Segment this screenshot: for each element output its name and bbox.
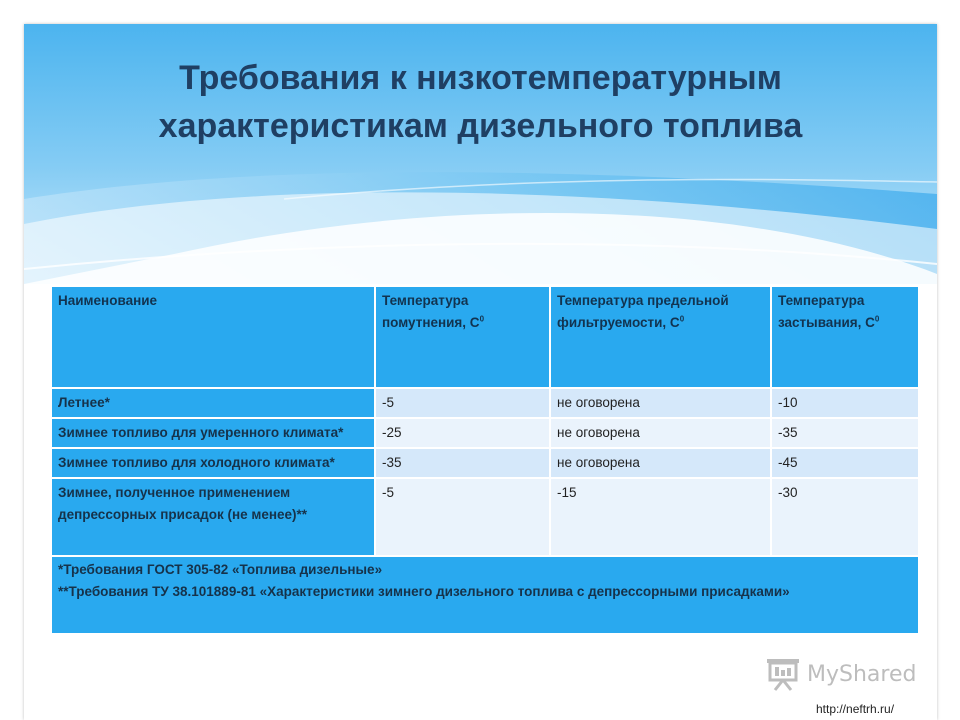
header-superscript: 0	[679, 314, 685, 324]
table-row	[51, 448, 919, 478]
header-superscript: 0	[874, 314, 880, 324]
presentation-icon	[765, 657, 801, 691]
cloud-value: -5	[375, 388, 550, 418]
filter-value: не оговорена	[550, 448, 771, 478]
footnotes	[51, 556, 919, 634]
header-name: Наименование	[51, 286, 375, 388]
cloud-value: -5	[375, 478, 550, 556]
header-superscript: 0	[479, 314, 485, 324]
footnote-tu: **Требования ТУ 38.101889-81 «Характеристики зимнего дизельного топлива с депрессорными присадками»	[58, 584, 790, 599]
row-name: Летнее*	[51, 388, 375, 418]
table-row	[51, 388, 919, 418]
filter-value: -15	[550, 478, 771, 556]
slide-title	[24, 54, 937, 150]
table-row	[51, 418, 919, 448]
myshared-logo	[765, 656, 916, 692]
pour-value: -45	[771, 448, 919, 478]
pour-value: -30	[771, 478, 919, 556]
row-name: Зимнее топливо для холодного климата*	[51, 448, 375, 478]
header-pour-point: Температура застывания, $С^0$	[771, 286, 919, 388]
table-header-row	[51, 286, 919, 388]
title-line-1: Требования к низкотемпературным	[179, 59, 782, 97]
row-name: Зимнее, полученное применением депрессорных присадок (не менее)**	[51, 478, 375, 556]
cloud-value: -25	[375, 418, 550, 448]
row-name: Зимнее топливо для умеренного климата*	[51, 418, 375, 448]
source-url[interactable]: http://neftrh.ru/	[816, 702, 895, 716]
table-row	[51, 478, 919, 556]
filter-value: не оговорена	[550, 418, 771, 448]
footnote-gost: *Требования ГОСТ 305-82 «Топлива дизельные»	[58, 562, 383, 577]
header-filter-point: Температура предельной фильтруемости, $С^0$	[550, 286, 771, 388]
pour-value: -10	[771, 388, 919, 418]
title-line-2: характеристикам дизельного топлива	[158, 107, 803, 145]
logo-text: MyShared	[807, 661, 917, 687]
header-cloud-point: Температура помутнения, $С^0$	[375, 286, 550, 388]
pour-value: -35	[771, 418, 919, 448]
filter-value: не оговорена	[550, 388, 771, 418]
cloud-value: -35	[375, 448, 550, 478]
table-notes-row	[51, 556, 919, 634]
requirements-table	[50, 285, 920, 635]
